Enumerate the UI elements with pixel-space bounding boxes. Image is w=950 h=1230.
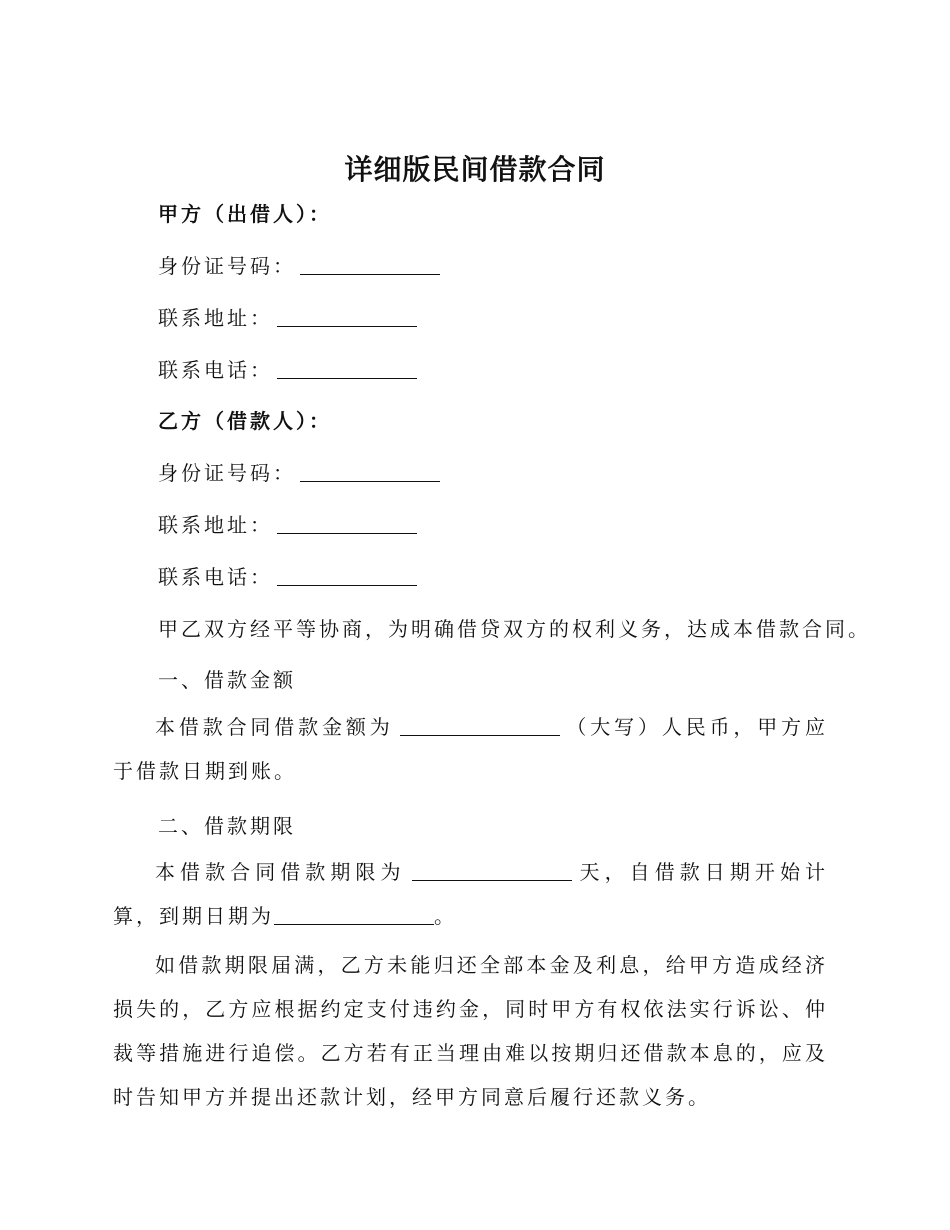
- section1-heading: 一、借款金额: [158, 668, 296, 692]
- party-b-id-label: 身份证号码：: [158, 461, 296, 485]
- section1-text-before: 本借款合同借款金额为: [155, 715, 394, 739]
- party-b-phone-blank: [277, 565, 417, 586]
- section2-text-before: 本借款合同借款期限为: [155, 860, 406, 884]
- party-a-phone-row: [158, 354, 417, 383]
- party-a-address-row: [158, 302, 417, 331]
- party-a-phone-label: 联系电话：: [158, 358, 273, 382]
- section2-text-middle: 天，自借款日期开始计算，到期日期为: [113, 860, 828, 928]
- party-b-phone-label: 联系电话：: [158, 565, 273, 589]
- party-b-id-blank: [300, 461, 440, 482]
- due-date-blank: [274, 904, 434, 925]
- section2-heading: 二、借款期限: [158, 814, 296, 838]
- section1-text-after: （大写）人民币，甲方应于借款日期到账。: [113, 715, 829, 783]
- party-b-address-label: 联系地址：: [158, 513, 273, 537]
- loan-amount-blank: [400, 715, 560, 736]
- overdue-clause-paragraph: 如借款期限届满，乙方未能归还全部本金及利息，给甲方造成经济损失的，乙方应根据约定支付违约金，同时甲方有权依法实行诉讼、仲裁等措施进行追偿。乙方若有正当理由难以按期归还借款本息的，应及时告知甲方并提出还款计划，经甲方同意后履行还款义务。: [113, 953, 828, 1109]
- section2-paragraph: [113, 850, 828, 938]
- party-b-address-blank: [277, 513, 417, 534]
- party-a-address-label: 联系地址：: [158, 306, 273, 330]
- party-a-address-blank: [277, 306, 417, 327]
- party-a-phone-blank: [277, 358, 417, 379]
- party-a-id-label: 身份证号码：: [158, 254, 296, 278]
- party-b-heading: 乙方（借款人）：: [158, 409, 332, 433]
- party-b-phone-row: [158, 561, 417, 590]
- section1-paragraph: [113, 705, 828, 793]
- party-a-id-row: [158, 250, 440, 279]
- party-a-heading: 甲方（出借人）：: [158, 202, 332, 226]
- page-title: 详细版民间借款合同: [344, 153, 606, 186]
- intro-paragraph: 甲乙双方经平等协商，为明确借贷双方的权利义务，达成本借款合同。: [158, 617, 871, 641]
- party-a-id-blank: [300, 254, 440, 275]
- party-b-address-row: [158, 509, 417, 538]
- party-b-id-row: [158, 457, 440, 486]
- section2-text-end: 。: [434, 904, 457, 928]
- loan-term-blank: [412, 860, 572, 881]
